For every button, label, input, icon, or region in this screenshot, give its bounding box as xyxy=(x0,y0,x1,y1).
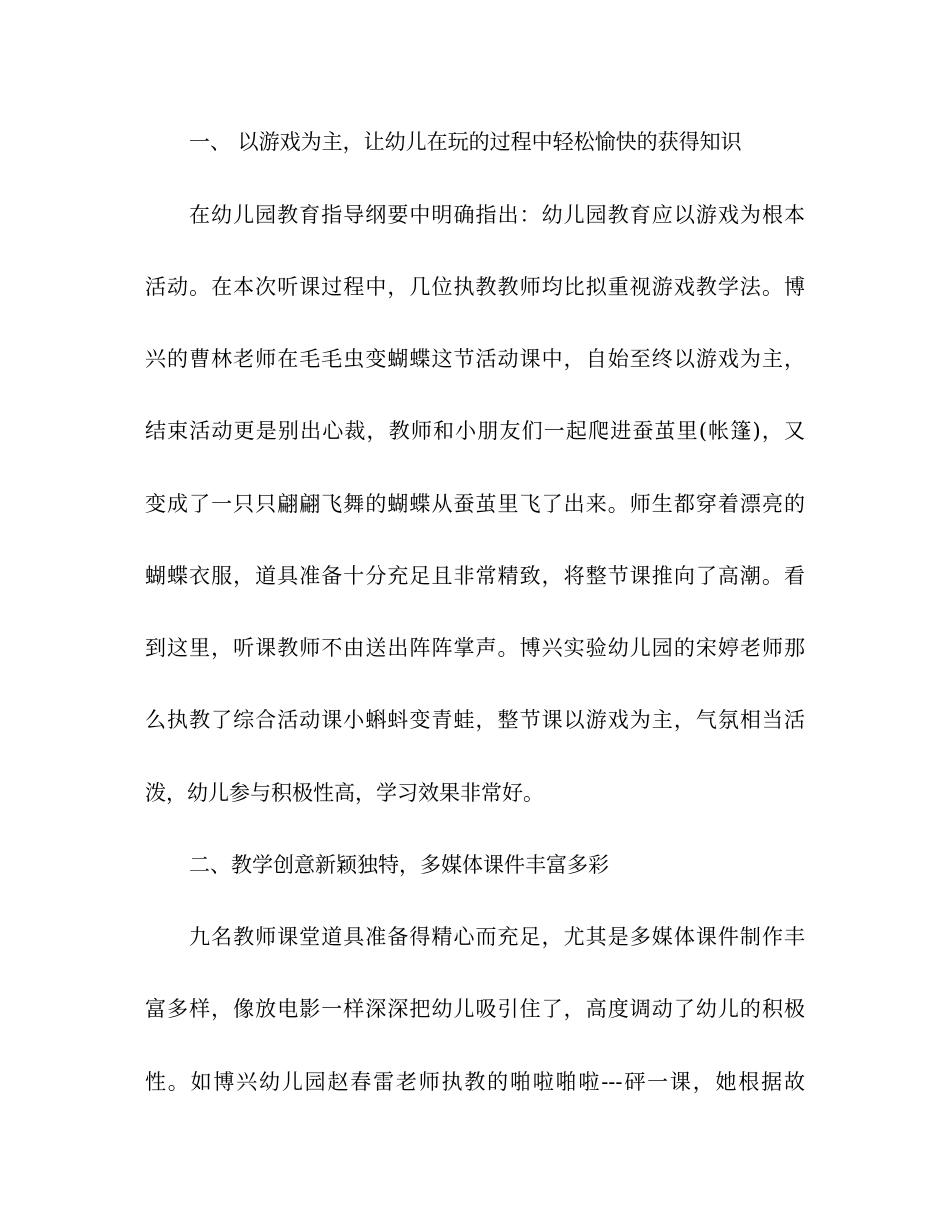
paragraph-line: 到这里，听课教师不由送出阵阵掌声。博兴实验幼儿园的宋婷老师那 xyxy=(145,636,805,660)
paragraph-line: 兴的曹林老师在毛毛虫变蝴蝶这节活动课中，自始至终以游戏为主， xyxy=(145,347,805,371)
paragraph-line: 蝴蝶衣服，道具准备十分充足且非常精致，将整节课推向了高潮。看 xyxy=(145,564,805,588)
paragraph-line-last: 泼，幼儿参与积极性高，学习效果非常好。 xyxy=(145,781,544,805)
paragraph-line: 活动。在本次听课过程中，几位执教教师均比拟重视游戏教学法。博 xyxy=(145,275,805,299)
paragraph-line: 富多样，像放电影一样深深把幼儿吸引住了，高度调动了幼儿的积极 xyxy=(145,997,805,1021)
paragraph-line: 九名教师课堂道具准备得精心而充足，尤其是多媒体课件制作丰 xyxy=(189,925,805,949)
paragraph-line: 变成了一只只翩翩飞舞的蝴蝶从蚕茧里飞了出来。师生都穿着漂亮的 xyxy=(145,492,805,516)
heading-section-2: 二、教学创意新颖独特，多媒体课件丰富多彩 xyxy=(189,853,609,877)
heading-section-1: 一、 以游戏为主，让幼儿在玩的过程中轻松愉快的获得知识 xyxy=(189,130,742,154)
paragraph-line: 么执教了综合活动课小蝌蚪变青蛙，整节课以游戏为主，气氛相当活 xyxy=(145,708,805,732)
paragraph-line: 在幼儿园教育指导纲要中明确指出：幼儿园教育应以游戏为根本 xyxy=(189,203,805,227)
paragraph-line: 性。如博兴幼儿园赵春雷老师执教的啪啦啪啦---砰一课，她根据故 xyxy=(145,1070,805,1094)
paragraph-line: 结束活动更是别出心裁，教师和小朋友们一起爬进蚕茧里(帐篷)，又 xyxy=(145,419,805,443)
